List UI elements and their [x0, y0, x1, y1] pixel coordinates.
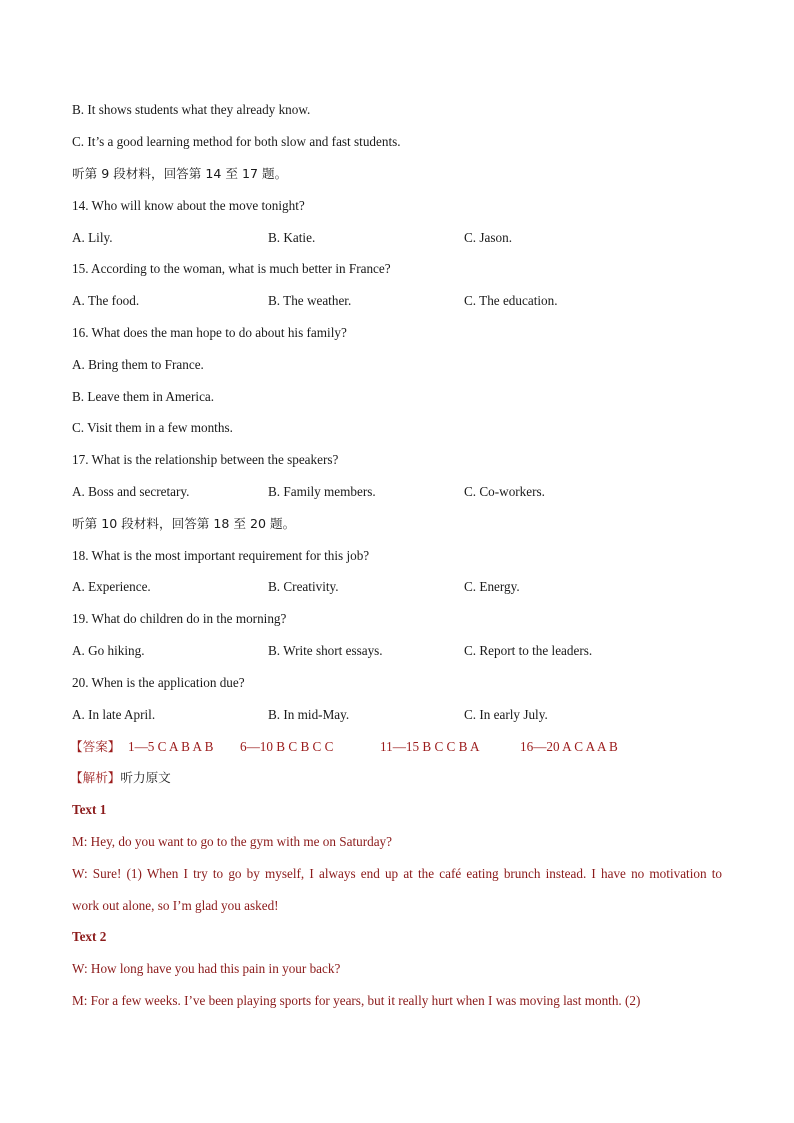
- q14-options: [72, 229, 732, 247]
- analysis-heading: [70, 769, 171, 787]
- q13-option-b: B. It shows students what they already know.: [72, 102, 311, 117]
- q20-options: [72, 706, 732, 724]
- analysis-text: 听力原文: [120, 770, 171, 785]
- q15-option-b: B. The weather.: [268, 293, 352, 308]
- q20-option-b: B. In mid-May.: [268, 707, 350, 722]
- q19-question: 19. What do children do in the morning?: [72, 611, 287, 626]
- q14-option-a: A. Lily.: [72, 230, 113, 245]
- text-1-line-1: M: Hey, do you want to go to the gym with me on Saturday?: [72, 834, 392, 849]
- answer-group-3: 11—15 B C C B A: [380, 739, 480, 754]
- q20-question: 20. When is the application due?: [72, 675, 245, 690]
- q18-options: [72, 578, 732, 596]
- q13-option-c: C. It’s a good learning method for both slow and fast students.: [72, 134, 401, 149]
- text-2-line-2: M: For a few weeks. I’ve been playing sports for years, but it really hurt when I was moving last month. (2): [72, 993, 641, 1008]
- text-2-title: Text 2: [72, 929, 107, 944]
- q19-option-b: B. Write short essays.: [268, 643, 383, 658]
- answer-label: 【答案】: [70, 739, 121, 754]
- section-10-heading: 听第 10 段材料，回答第 18 至 20 题。: [72, 516, 296, 531]
- q16-option-c: C. Visit them in a few months.: [72, 420, 233, 435]
- q14-question: 14. Who will know about the move tonight?: [72, 198, 305, 213]
- q19-options: [72, 642, 732, 660]
- text-2-line-1: W: How long have you had this pain in your back?: [72, 961, 341, 976]
- text-1-line-2: W: Sure! (1) When I try to go by myself, I always end up at the café eating brunch instead. I have no motivation to: [72, 866, 722, 881]
- q16-question: 16. What does the man hope to do about his family?: [72, 325, 347, 340]
- q14-option-c: C. Jason.: [464, 230, 512, 245]
- text-1-line-3: work out alone, so I’m glad you asked!: [72, 898, 279, 913]
- q19-option-c: C. Report to the leaders.: [464, 643, 593, 658]
- answer-group-4: 16—20 A C A A B: [520, 739, 618, 754]
- q15-options: [72, 292, 732, 310]
- q16-option-b: B. Leave them in America.: [72, 389, 215, 404]
- answer-group-1: 1—5 C A B A B: [128, 739, 214, 754]
- q18-option-b: B. Creativity.: [268, 579, 339, 594]
- q17-options: [72, 483, 732, 501]
- q18-option-a: A. Experience.: [72, 579, 151, 594]
- q17-option-a: A. Boss and secretary.: [72, 484, 190, 499]
- q17-question: 17. What is the relationship between the speakers?: [72, 452, 339, 467]
- answer-group-2: 6—10 B C B C C: [240, 739, 334, 754]
- q20-option-c: C. In early July.: [464, 707, 548, 722]
- q19-option-a: A. Go hiking.: [72, 643, 145, 658]
- q15-option-a: A. The food.: [72, 293, 140, 308]
- q14-option-b: B. Katie.: [268, 230, 316, 245]
- q17-option-b: B. Family members.: [268, 484, 376, 499]
- text-1-title: Text 1: [72, 802, 107, 817]
- q17-option-c: C. Co-workers.: [464, 484, 545, 499]
- answer-key: [72, 738, 732, 756]
- q15-option-c: C. The education.: [464, 293, 558, 308]
- q15-question: 15. According to the woman, what is much better in France?: [72, 261, 391, 276]
- q16-option-a: A. Bring them to France.: [72, 357, 204, 372]
- analysis-label: 【解析】: [70, 770, 121, 785]
- q18-option-c: C. Energy.: [464, 579, 520, 594]
- section-9-heading: 听第 9 段材料，回答第 14 至 17 题。: [72, 166, 288, 181]
- q20-option-a: A. In late April.: [72, 707, 156, 722]
- q18-question: 18. What is the most important requirement for this job?: [72, 548, 370, 563]
